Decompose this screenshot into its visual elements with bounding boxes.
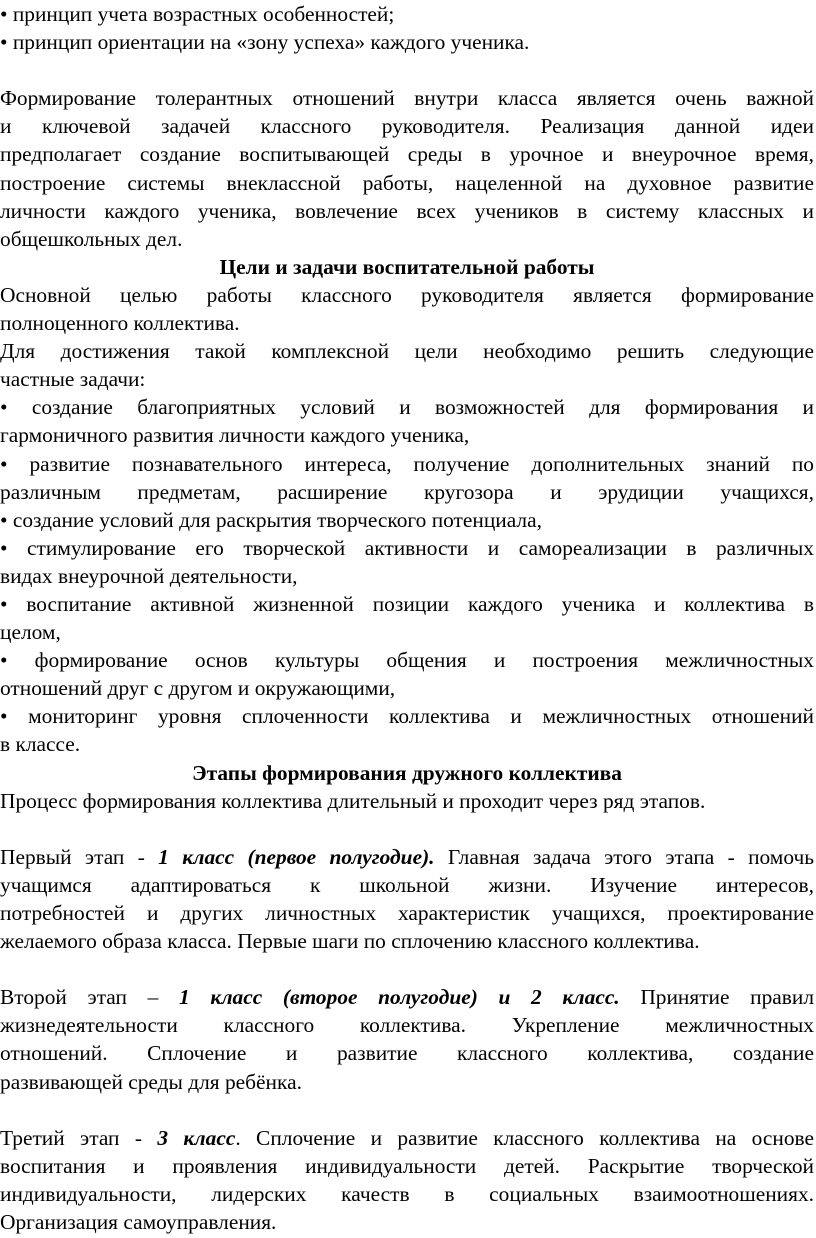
task-line: различным предметам, расширение кругозора и эрудиции учащихся, bbox=[0, 479, 814, 504]
stage-first-line bbox=[0, 843, 814, 871]
paragraph-line: воспитания и проявления индивидуальности детей. Раскрытие творческой bbox=[0, 1153, 814, 1178]
task-list bbox=[0, 393, 814, 758]
stage-grade: 3 класс bbox=[157, 1125, 236, 1150]
spacer bbox=[0, 56, 814, 84]
paragraph-line: отношений. Сплочение и развитие классного коллектива, создание bbox=[0, 1041, 814, 1066]
stage-first-line bbox=[0, 983, 814, 1011]
paragraph-line: Формирование толерантных отношений внутри класса является очень важной bbox=[0, 86, 814, 111]
tasks-intro bbox=[0, 337, 814, 393]
stage-label: Второй этап – bbox=[0, 985, 179, 1010]
heading-stages: Этапы формирования дружного коллектива bbox=[192, 760, 622, 785]
stage-text: . Сплочение и развитие классного коллектива на основе bbox=[235, 1125, 814, 1150]
paragraph-line: Организация самоуправления. bbox=[0, 1210, 277, 1235]
paragraph-line: желаемого образа класса. Первые шаги по сплочению классного коллектива. bbox=[0, 929, 700, 954]
paragraph-line: и ключевой задачей классного руководителя. Реализация данной идеи bbox=[0, 114, 814, 139]
bullet-success-zone-principle: • принцип ориентации на «зону успеха» каждого ученика. bbox=[0, 30, 530, 55]
task-line: • стимулирование его творческой активности и самореализации в различных bbox=[0, 535, 814, 560]
stage-2 bbox=[0, 983, 814, 1095]
paragraph-line: развивающей среды для ребёнка. bbox=[0, 1069, 302, 1094]
task-line: • создание благоприятных условий и возможностей для формирования и bbox=[0, 395, 814, 420]
stages-intro: Процесс формирования коллектива длительный и проходит через ряд этапов. bbox=[0, 788, 706, 813]
task-line: • формирование основ культуры общения и построения межличностных bbox=[0, 648, 814, 673]
stage-3 bbox=[0, 1124, 814, 1236]
task-line: в классе. bbox=[0, 732, 81, 757]
spacer bbox=[0, 815, 814, 843]
task-line: • создание условий для раскрытия творческого потенциала, bbox=[0, 507, 542, 532]
paragraph-line: личности каждого ученика, вовлечение всех учеников в систему классных и bbox=[0, 198, 814, 223]
stage-grade: 1 класс (первое полугодие). bbox=[158, 844, 435, 869]
paragraph-line: предполагает создание воспитывающей среды в урочное и внеурочное время, bbox=[0, 142, 814, 167]
paragraph-line: жизнедеятельности классного коллектива. Укрепление межличностных bbox=[0, 1013, 814, 1038]
task-line: • развитие познавательного интереса, получение дополнительных знаний по bbox=[0, 451, 814, 476]
task-line: целом, bbox=[0, 620, 61, 645]
stage-1 bbox=[0, 843, 814, 955]
paragraph-line: потребностей и других личностных характеристик учащихся, проектирование bbox=[0, 901, 814, 925]
paragraph-line: Для достижения такой комплексной цели необходимо решить следующие bbox=[0, 339, 814, 364]
task-line: гармоничного развития личности каждого ученика, bbox=[0, 423, 470, 448]
paragraph-line: частные задачи: bbox=[0, 367, 146, 392]
heading-goals: Цели и задачи воспитательной работы bbox=[219, 254, 595, 279]
task-line: видах внеурочной деятельности, bbox=[0, 563, 298, 588]
bullet-age-principle: • принцип учета возрастных особенностей; bbox=[0, 2, 395, 26]
stage-text: Принятие правил bbox=[619, 985, 814, 1010]
paragraph-tolerance bbox=[0, 84, 814, 253]
stage-label: Первый этап - bbox=[0, 844, 159, 869]
paragraph-line: Основной целью работы классного руководителя является формирование bbox=[0, 282, 814, 307]
spacer bbox=[0, 955, 814, 983]
task-line: отношений друг с другом и окружающими, bbox=[0, 676, 396, 701]
stage-text: Главная задача этого этапа - помочь bbox=[434, 844, 814, 869]
paragraph-line: индивидуальности, лидерских качеств в социальных взаимоотношениях. bbox=[0, 1181, 814, 1206]
paragraph-line: построение системы внеклассной работы, нацеленной на духовное развитие bbox=[0, 170, 814, 195]
task-line: • воспитание активной жизненной позиции каждого ученика и коллектива в bbox=[0, 591, 814, 616]
stage-label: Третий этап - bbox=[0, 1125, 158, 1150]
task-line: • мониторинг уровня сплоченности коллектива и межличностных отношений bbox=[0, 704, 814, 729]
stage-first-line bbox=[0, 1124, 814, 1152]
stage-grade: 1 класс (второе полугодие) и 2 класс. bbox=[178, 985, 620, 1010]
paragraph-line: полноценного коллектива. bbox=[0, 311, 240, 336]
paragraph-line: учащимся адаптироваться к школьной жизни. Изучение интересов, bbox=[0, 872, 814, 897]
spacer bbox=[0, 1096, 814, 1124]
main-goal bbox=[0, 281, 814, 337]
paragraph-line: общешкольных дел. bbox=[0, 226, 183, 251]
